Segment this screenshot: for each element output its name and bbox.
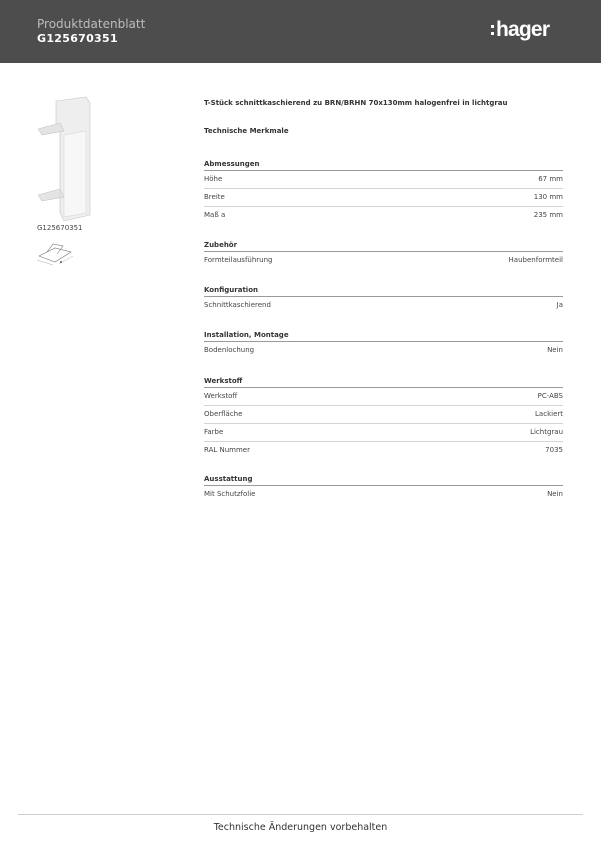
table-row (204, 424, 563, 442)
section-title: Abmessungen (204, 158, 563, 171)
table-row (204, 406, 563, 424)
row-label: Höhe (204, 175, 223, 183)
document-id: G125670351 (37, 32, 118, 45)
row-value: Ja (556, 301, 563, 309)
section-title: Konfiguration (204, 284, 563, 297)
row-value: 235 mm (533, 211, 563, 219)
row-label: Oberfläche (204, 410, 243, 418)
row-label: Farbe (204, 428, 224, 436)
section-title: Werkstoff (204, 375, 563, 388)
logo-dots-icon (491, 25, 494, 35)
logo-text: hager (496, 18, 550, 41)
row-label: Breite (204, 193, 225, 201)
row-label: Werkstoff (204, 392, 238, 400)
section-abmessungen (204, 158, 563, 224)
row-value: Nein (547, 346, 563, 354)
section-konfiguration (204, 284, 563, 314)
row-label: Maß a (204, 211, 226, 219)
table-row (204, 252, 563, 269)
product-image (34, 95, 94, 223)
section-installation (204, 329, 563, 359)
row-label: Bodenlochung (204, 346, 255, 354)
row-value: 67 mm (538, 175, 563, 183)
section-subtitle: Technische Merkmale (204, 127, 289, 135)
row-label: Schnittkaschierend (204, 301, 271, 309)
footer-divider (18, 814, 583, 815)
section-title: Zubehör (204, 239, 563, 252)
table-row (204, 486, 563, 503)
table-row (204, 388, 563, 406)
table-row (204, 342, 563, 359)
section-title: Installation, Montage (204, 329, 563, 342)
table-row (204, 189, 563, 207)
row-label: RAL Nummer (204, 446, 250, 454)
row-value: PC-ABS (537, 392, 563, 400)
section-title: Ausstattung (204, 473, 563, 486)
table-row (204, 171, 563, 189)
row-value: Lackiert (535, 410, 563, 418)
document-type: Produktdatenblatt (37, 17, 146, 31)
row-value: 7035 (545, 446, 563, 454)
footer-note: Technische Änderungen vorbehalten (213, 822, 388, 833)
section-ausstattung (204, 473, 563, 503)
table-row (204, 207, 563, 224)
hager-logo (491, 16, 549, 44)
dimension-drawing-icon (35, 240, 75, 266)
row-label: Formteilausführung (204, 256, 273, 264)
table-row (204, 297, 563, 314)
section-werkstoff (204, 375, 563, 459)
section-zubehoer (204, 239, 563, 269)
product-image-caption: G125670351 (37, 224, 83, 232)
row-value: 130 mm (533, 193, 563, 201)
row-value: Haubenformteil (508, 256, 563, 264)
table-row (204, 442, 563, 459)
page-header (0, 0, 601, 63)
product-title: T-Stück schnittkaschierend zu BRN/BRHN 70x130mm halogenfrei in lichtgrau (204, 99, 508, 107)
row-value: Nein (547, 490, 563, 498)
row-label: Mit Schutzfolie (204, 490, 256, 498)
row-value: Lichtgrau (530, 428, 563, 436)
